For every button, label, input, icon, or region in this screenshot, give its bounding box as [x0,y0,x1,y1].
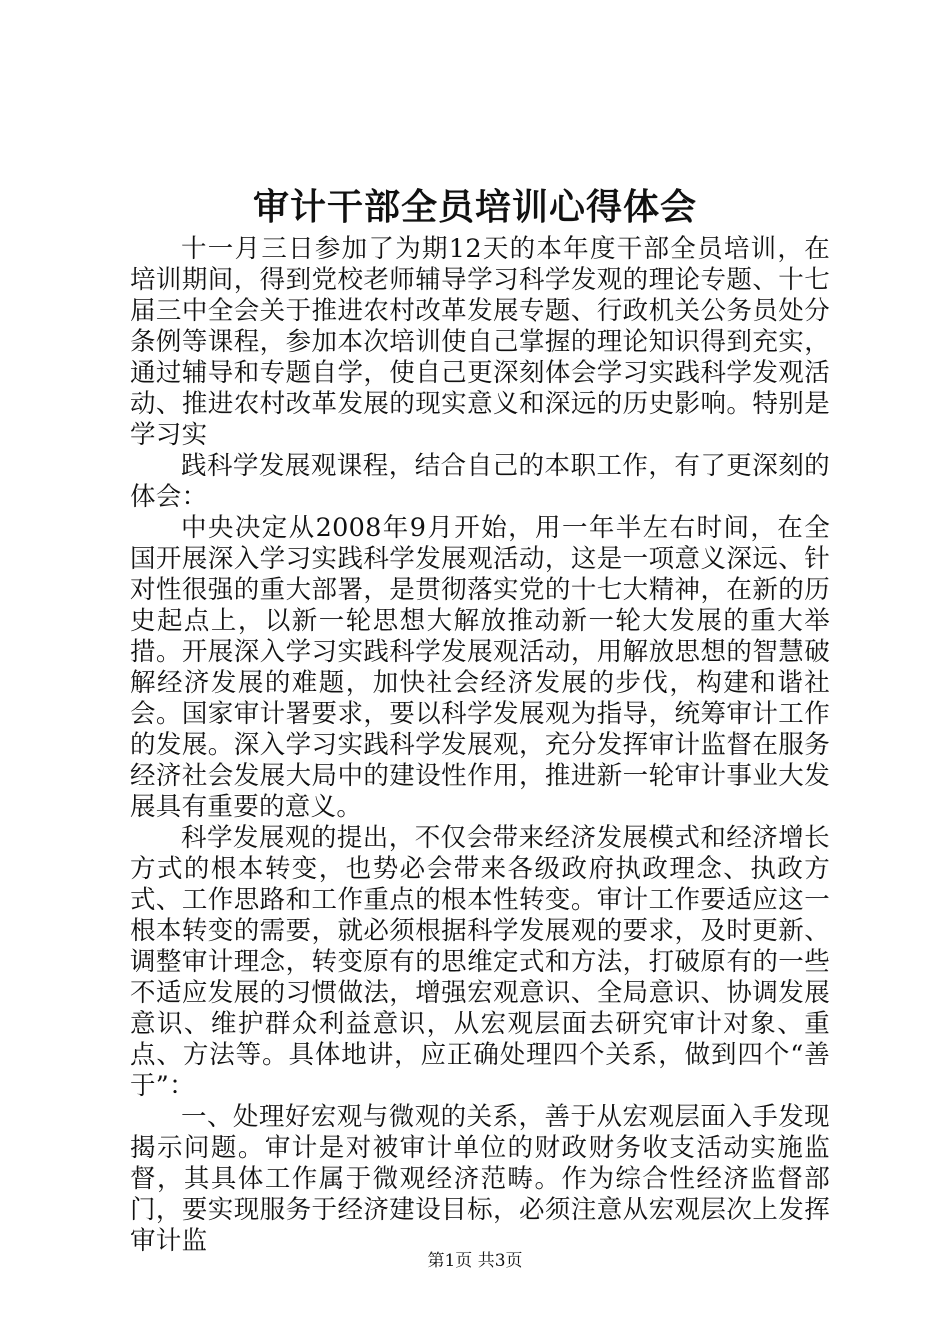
document-body [130,234,830,1257]
document-title: 审计干部全员培训心得体会 [252,186,697,228]
paragraph-central-decision: 中央决定从2008年9月开始，用一年半左右时间，在全国开展深入学习实践科学发展观活动，这是一项意义深远、针对性很强的重大部署，是贯彻落实党的十七大精神，在新的历史起点上，以新一轮思想大解放推动新一轮大发展的重大举措。开展深入学习实践科学发展观活动，用解放思想的智慧破解经济发展的难题，加快社会经济发展的步伐，构建和谐社会。国家审计署要求，要以科学发展观为指导，统筹审计工作的发展。深入学习实践科学发展观，充分发挥审计监督在服务经济社会发展大局中的建设性作用，推进新一轮审计事业大发展具有重要的意义。 [130,513,830,822]
paragraph-continuation: 践科学发展观课程，结合自己的本职工作，有了更深刻的体会： [130,451,830,512]
paragraph-point-one: 一、处理好宏观与微观的关系，善于从宏观层面入手发现揭示问题。审计是对被审计单位的财政财务收支活动实施监督，其具体工作属于微观经济范畴。作为综合性经济监督部门，要实现服务于经济建设目标，必须注意从宏观层次上发挥审计监 [130,1102,830,1256]
page-number-footer: 第1页 共3页 [427,1251,523,1271]
paragraph-intro: 十一月三日参加了为期12天的本年度干部全员培训，在培训期间，得到党校老师辅导学习科学发观的理论专题、十七届三中全会关于推进农村改革发展专题、行政机关公务员处分条例等课程，参加本次培训使自己掌握的理论知识得到充实，通过辅导和专题自学，使自己更深刻体会学习实践科学发观活动、推进农村改革发展的现实意义和深远的历史影响。特别是学习实 [130,234,830,450]
paragraph-scientific-outlook: 科学发展观的提出，不仅会带来经济发展模式和经济增长方式的根本转变，也势必会带来各级政府执政理念、执政方式、工作思路和工作重点的根本性转变。审计工作要适应这一根本转变的需要，就必须根据科学发展观的要求，及时更新、调整审计理念，转变原有的思维定式和方法，打破原有的一些不适应发展的习惯做法，增强宏观意识、全局意识、协调发展意识、维护群众利益意识，从宏观层面去研究审计对象、重点、方法等。具体地讲，应正确处理四个关系，做到四个“善于”： [130,823,830,1101]
